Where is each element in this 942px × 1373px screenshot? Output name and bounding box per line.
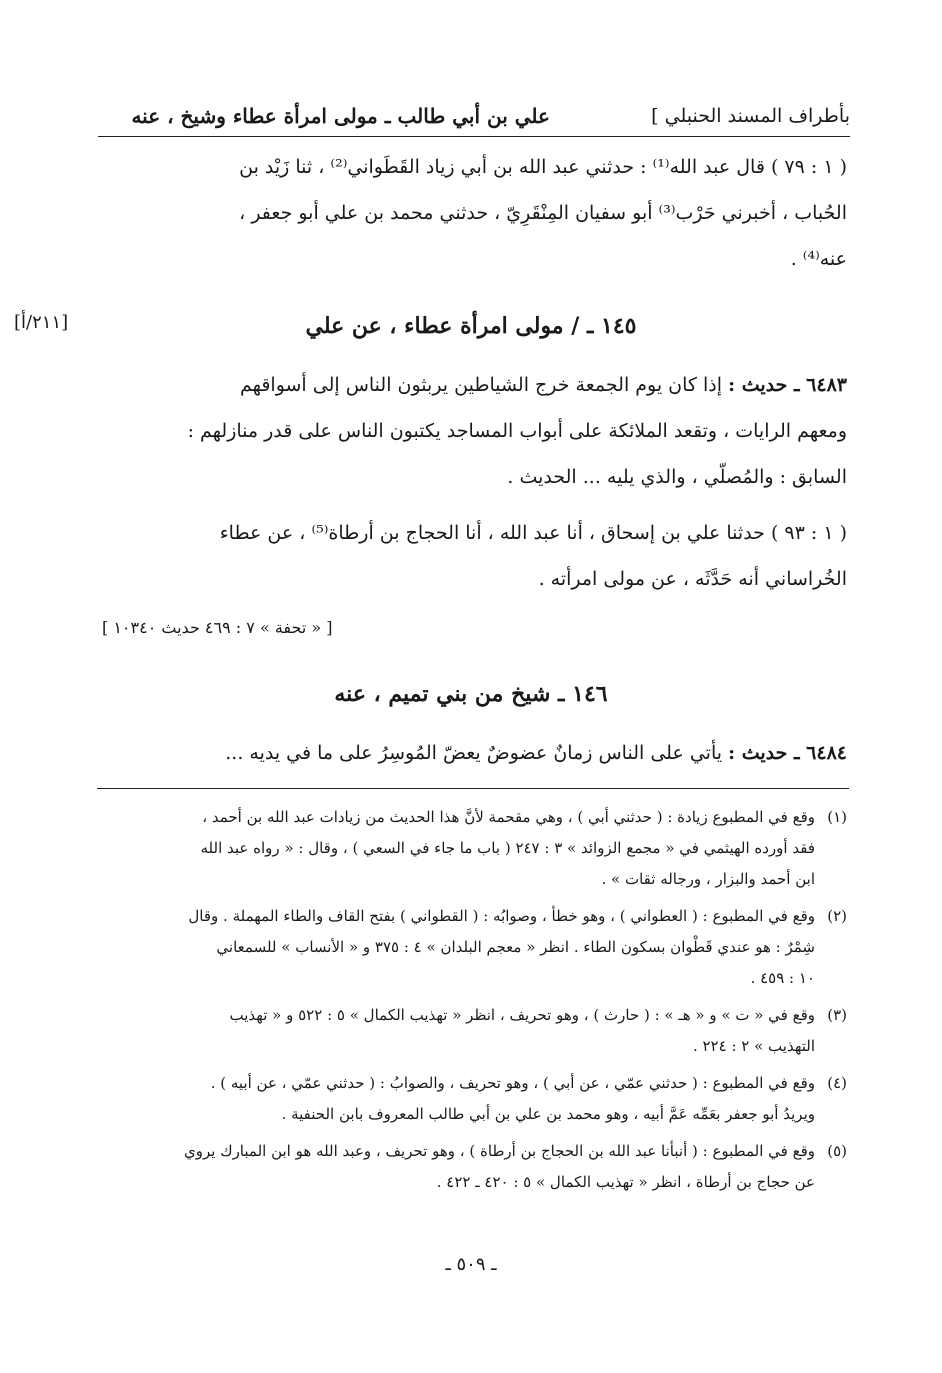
footnote-number: (١) <box>827 808 847 826</box>
hadith-number-label: ٦٤٨٤ ـ حديث : <box>728 742 847 764</box>
intro-paragraph <box>95 144 847 282</box>
footnote-number: (٣) <box>827 1006 847 1024</box>
hadith-line: ٦٤٨٣ ـ حديث : إذا كان يوم الجمعة خرج الشياطين يربثون الناس إلى أسواقهم <box>239 374 847 396</box>
running-header <box>98 100 850 137</box>
intro-line: ( ١ : ٧٩ ) قال عبد الله⁽¹⁾ : حدثني عبد الله بن أبي زياد القَطَواني⁽²⁾ ، ثنا زَيْد بن <box>239 156 847 178</box>
intro-line: عنه⁽⁴⁾ . <box>790 248 847 270</box>
footnote-number: (٤) <box>827 1074 847 1092</box>
hadith-line: ٦٤٨٤ ـ حديث : يأتي على الناس زمانٌ عضوضٌ يعضّ المُوسِرُ على ما في يديه ... <box>225 742 847 764</box>
footnote-1: (١) وقع في المطبوع زيادة : ( حدثني أبي ) ، وهي مقحمة لأنَّ هذا الحديث من زيادات عبد الله بن أحمد ، فقد أورده الهيثمي في « مجمع الزوائد » ٣ : ٢٤٧ ( باب ما جاء في السعي ) ، وقال : « رواه عبد الله ابن أحمد والبزار ، ورجاله ثقات » . <box>95 802 847 895</box>
footnote-4: (٤) وقع في المطبوع : ( حدثني عمّي ، عن أبي ) ، وهو تحريف ، والصوابُ : ( حدثني عمّي ، عن أبيه ) . ويريدُ أبو جعفر بعَمِّه عَمَّ أبيه ، وهو محمد بن علي بن أبي طالب المعروف بابن الحنفية . <box>95 1068 847 1130</box>
header-chapter-title: علي بن أبي طالب ـ مولى امرأة عطاء وشيخ ، عنه <box>131 104 550 128</box>
footnote-number: (٢) <box>827 907 847 925</box>
footnote-2: (٢) وقع في المطبوع : ( العطواني ) ، وهو خطأ ، وصوابُه : ( القطواني ) بفتح القاف والطاء المهملة . وقال شِمْرٌ : هو عندي قَطْوان بسكون الطاء . انظر « معجم البلدان » ٤ : ٣٧٥ و « الأنساب » للسمعاني ١٠ : ٤٥٩ . <box>95 901 847 994</box>
footnote-divider <box>97 788 849 789</box>
intro-line: الحُباب ، أخبرني حَرْب⁽³⁾ أبو سفيان المِنْقَرِيّ ، حدثني محمد بن علي أبو جعفر ، <box>239 202 847 224</box>
page-number: ـ ٥٠٩ ـ <box>445 1254 497 1275</box>
section-heading-146: ١٤٦ ـ شيخ من بني تميم ، عنه <box>334 681 608 707</box>
footnote-5: (٥) وقع في المطبوع : ( أنبأنا عبد الله بن الحجاج بن أرطاة ) ، وهو تحريف ، وعبد الله هو ابن المبارك يروي عن حجاج بن أرطاة ، انظر « تهذيب الكمال » ٥ : ٤٢٠ ـ ٤٢٢ . <box>95 1136 847 1198</box>
manuscript-folio-ref: [٢١١/أ] <box>14 312 69 333</box>
footnote-3: (٣) وقع في « ت » و « هـ » : ( حارث ) ، وهو تحريف ، انظر « تهذيب الكمال » ٥ : ٥٢٢ و « تهذيب التهذيب » ٢ : ٢٢٤ . <box>95 1000 847 1062</box>
header-book-title: بأطراف المسند الحنبلي ] <box>651 105 850 127</box>
hadith-line: السابق : والمُصلّي ، والذي يليه ... الحديث . <box>507 466 847 488</box>
footnotes <box>95 802 847 1204</box>
hadith-number-label: ٦٤٨٣ ـ حديث : <box>728 374 847 396</box>
isnad-line: الخُراساني أنه حَدَّثَه ، عن مولى امرأته . <box>538 568 847 590</box>
isnad-line: ( ١ : ٩٣ ) حدثنا علي بن إسحاق ، أنا عبد الله ، أنا الحجاج بن أرطاة⁽⁵⁾ ، عن عطاء <box>219 522 847 544</box>
tuhfa-reference: [ « تحفة » ٧ : ٤٦٩ حديث ١٠٣٤٠ ] <box>102 618 333 637</box>
hadith-line: ومعهم الرايات ، وتقعد الملائكة على أبواب المساجد يكتبون الناس على قدر منازلهم : <box>187 420 847 442</box>
section-heading-145: ١٤٥ ـ / مولى امرأة عطاء ، عن علي <box>305 313 637 339</box>
footnote-number: (٥) <box>827 1142 847 1160</box>
hadith-6484 <box>95 730 847 776</box>
isnad-6483 <box>95 510 847 602</box>
hadith-6483 <box>95 362 847 500</box>
